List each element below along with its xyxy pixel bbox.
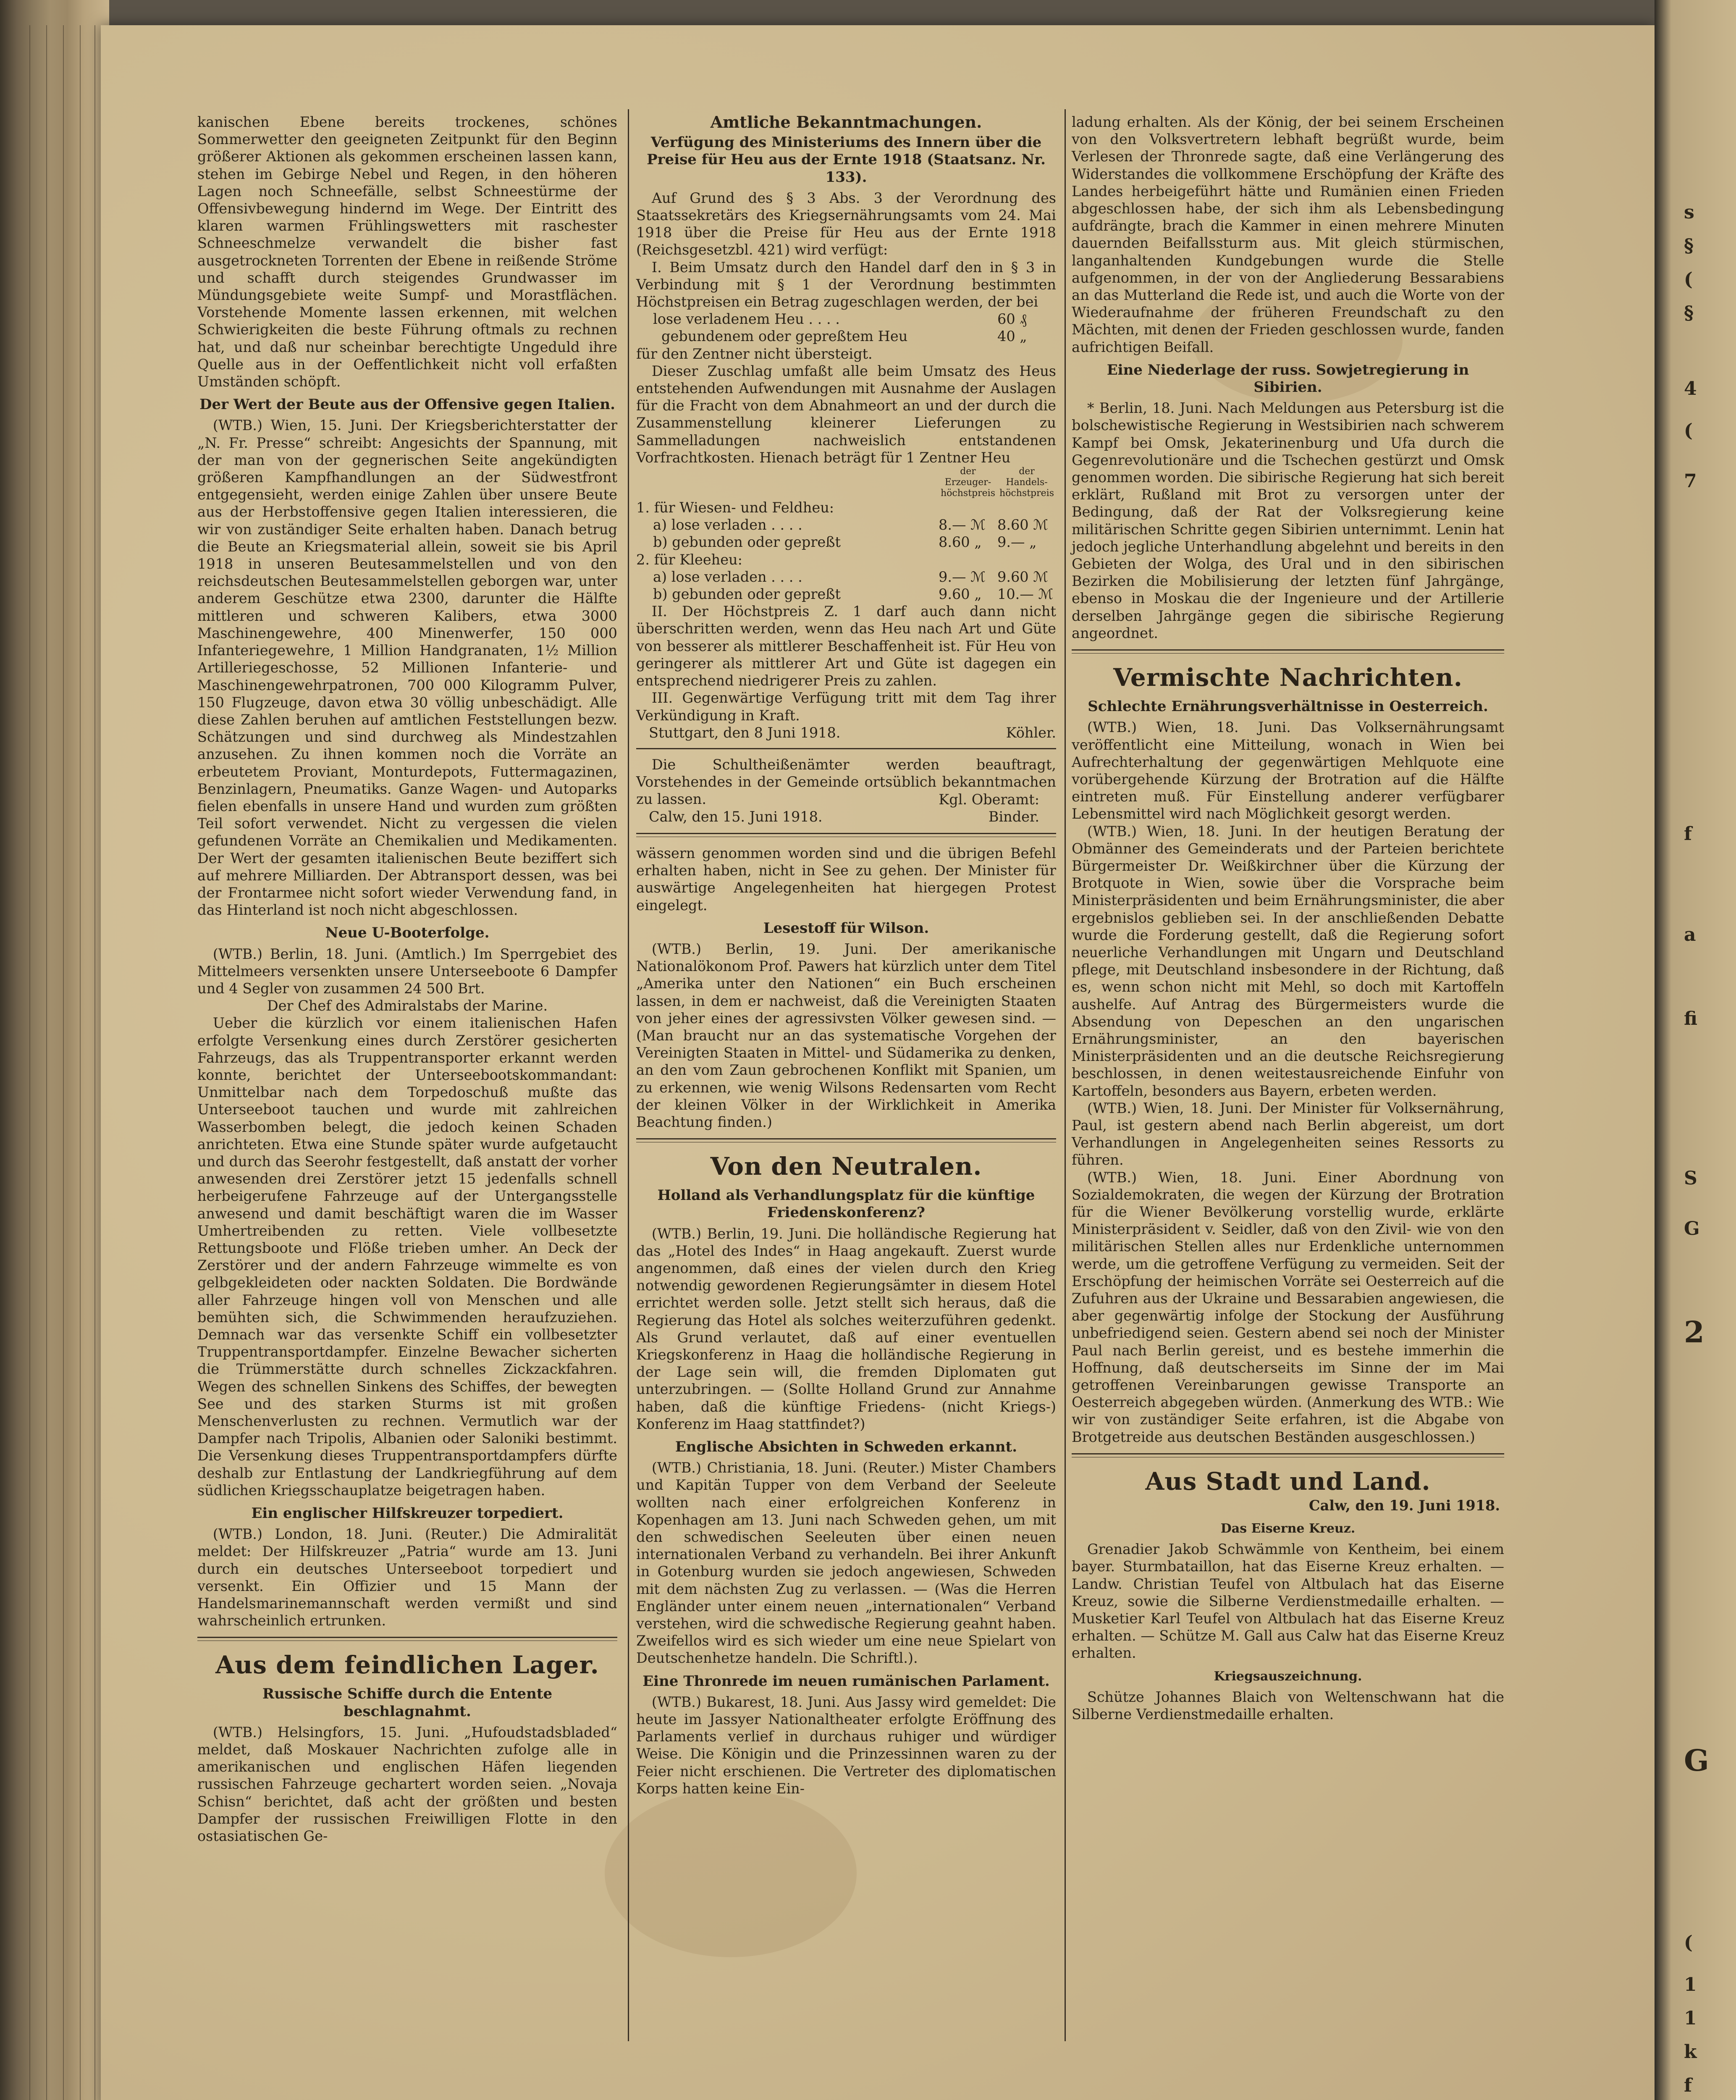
signature-line: Stuttgart, den 8 Juni 1918. Köhler. (649, 724, 1056, 741)
article-text: für den Zentner nicht übersteigt. (636, 345, 873, 362)
section-divider (197, 1637, 617, 1641)
article-text: Grenadier Jakob Schwämmle von Kentheim, bei einem bayer. Sturmbataillon, hat das Eiserne Kreuz erhalten. — Landw. Christian Teufel von Altbulach hat das Eiserne Kreuz, sowie die Silberne Verdienstmedaille erhalten. — Musketier Karl Teufel von Altbulach hat das Eiserne Kreuz erhalten. — Schütze M. Gall aus Calw hat das Eiserne Kreuz erhalten. (1072, 1541, 1504, 1662)
article-text: Dieser Zuschlag umfaßt alle beim Umsatz des Heus entstehenden Aufwendungen mit Ausnahme der Auslagen für die Fracht von dem Abnahmeort an und der durch die Zusammenstellung kleinerer Lieferungen zu Sammelladungen nachweislich entstandenen Vorfrachtkosten. Hienach beträgt für 1 Zentner Heu (636, 362, 1056, 466)
signature-line: Calw, den 15. Juni 1918. Binder. (649, 808, 1039, 825)
article-text: I. Beim Umsatz durch den Handel darf den in § 3 in Verbindung mit § 1 der Verordnung bestimmten Höchstpreisen ein Betrag zugeschlagen werden, der bei (636, 259, 1056, 310)
page-stack-edge (0, 0, 109, 2100)
price-row: b) gebunden oder gepreßt 9.60 „ 10.— ℳ (653, 586, 1054, 603)
price-row: b) gebunden oder gepreßt 8.60 „ 9.— „ (653, 534, 1037, 551)
article-heading: Holland als Verhandlungsplatz für die künftige Friedenskonferenz? (657, 1187, 1035, 1221)
article-heading: Englische Absichten in Schweden erkannt. (675, 1438, 1017, 1456)
section-heading: Aus Stadt und Land. (1145, 1467, 1431, 1496)
article-text: (WTB.) Berlin, 18. Juni. (Amtlich.) Im Sperrgebiet des Mittelmeers versenkten unsere Unterseeboote 6 Dampfer und 4 Segler von zusammen 24 500 Brt. (197, 945, 617, 997)
section-divider (1072, 649, 1504, 654)
dateline: Calw, den 19. Juni 1918. (1309, 1497, 1500, 1514)
divider (636, 748, 1056, 749)
article-text: (WTB.) Berlin, 19. Juni. Die holländische Regierung hat das „Hotel des Indes“ in Haag angekauft. Zuerst wurde angenommen, daß eines der vielen durch den Krieg notwendig gewordenen Regierungsämter in diesem Hotel errichtet werden solle. Jetzt stellt sich heraus, daß die Regierung das Hotel als solches weiterzuführen gedenkt. Als Grund verlautet, daß auf einer eventuellen Kriegskonferenz in Haag die holländische Regierung in der Lage sein will, die fremden Diplomaten gut unterzubringen. — (Sollte Holland Grund zur Annahme haben, daß die künftige Friedens- (nicht Kriegs-) Konferenz im Haag stattfindet?) (636, 1225, 1056, 1432)
article-text: * Berlin, 18. Juni. Nach Meldungen aus Petersburg ist die bolschewistische Regierung in Westsibirien nach schwerem Kampf bei Omsk, Jekaterinenburg und Ufa durch die Gegenrevolutionäre und die Tschechen gestürzt und Omsk genommen worden. Die sibirische Regierung hat sich bereit erklärt, Rußland mit Brot zu versorgen unter der Bedingung, daß der Rat der Volksregierung keine militärischen Schritte gegen Sibirien unternimmt. Lenin hat jedoch jegliche Unterhandlung abgelehnt und bereits in den Gebieten der Wolga, des Ural und in den sibirischen Bezirken die Mobilisierung der letzten fünf Jahrgänge, ebenso in Moskau die der Ingenieure und der Artillerie derselben Jahrgänge gegen die sibirische Regierung angeordnet. (1072, 400, 1504, 641)
column-rule (1065, 109, 1066, 2041)
article-heading: Neue U-Booterfolge. (325, 924, 490, 942)
article-heading: Eine Niederlage der russ. Sowjetregierung in Sibirien. (1107, 361, 1469, 396)
section-heading: Aus dem feindlichen Lager. (215, 1651, 599, 1680)
article-heading: Das Eiserne Kreuz. (1220, 1521, 1356, 1536)
article-text: Schütze Johannes Blaich von Weltenschwann hat die Silberne Verdienstmedaille erhalten. (1072, 1688, 1504, 1723)
article-text: (WTB.) Bukarest, 18. Juni. Aus Jassy wird gemeldet: Die heute im Jassyer Nationaltheater erfolgte Eröffnung des Parlaments verlief in durchaus ruhiger und würdiger Weise. Die Königin und die Prinzessinnen waren zu der Feier nicht erschienen. Die Vertreter des diplomatischen Korps hatten keine Ein- (636, 1693, 1056, 1797)
section-divider (1072, 1453, 1504, 1457)
article-heading: Verfügung des Ministeriums des Innern über die Preise für Heu aus der Ernte 1918 (Staatsanz. Nr. 133). (647, 134, 1046, 186)
section-heading: Amtliche Bekanntmachungen. (710, 113, 982, 131)
column-3 (1072, 113, 1504, 1723)
article-heading: Eine Thronrede im neuen rumänischen Parlament. (642, 1672, 1050, 1690)
article-heading: Schlechte Ernährungsverhältnisse in Oesterreich. (1088, 698, 1488, 715)
adjacent-page-edge: s § ( § 4 ( 7 f a fi S G 2 G ( 1 1 k f (1655, 0, 1736, 2100)
article-text: III. Gegenwärtige Verfügung tritt mit dem Tag ihrer Verkündigung in Kraft. (636, 690, 1056, 724)
price-row: lose verladenem Heu . . . . 60 ₰ (653, 311, 1027, 328)
column-rule (628, 109, 629, 2041)
article-text: (WTB.) Christiania, 18. Juni. (Reuter.) Mister Chambers und Kapitän Tupper von dem Verband der Seeleute wollten nach einer erfolgreichen Konferenz in Kopenhagen am 13. Juni nach Schweden gehen, um mit den schwedischen Seeleuten über einen neuen internationalen Verband zu verhandeln. Bei ihrer Ankunft in Gotenburg wurden sie jedoch angewiesen, Schweden mit dem nächsten Zug zu verlassen. — (Was die Herren Engländer unter einem neuen „internationalen“ Verband verstehen, wird die schwedische Regierung geahnt haben. Zweifellos wird es sich wieder um eine neue Spielart von Deutschenhetze handeln. Die Schriftl.). (636, 1460, 1056, 1667)
section-divider (636, 833, 1056, 837)
price-row: gebundenem oder gepreßtem Heu 40 „ (661, 328, 1027, 345)
article-text: Auf Grund des § 3 Abs. 3 der Verordnung des Staatssekretärs des Kriegsernährungsamts vom 24. Mai 1918 über die Preise für Heu aus der Ernte 1918 (Reichsgesetzbl. 421) wird verfügt: (636, 189, 1056, 258)
article-text: kanischen Ebene bereits trockenes, schönes Sommerwetter den geeigneten Zeitpunkt für den Beginn größerer Aktionen als gekommen erscheinen lassen kann, stehen im Gebirge Nebel und Regen, in den höheren Lagen noch Schneefälle, selbst Schneestürme der Offensivbewegung hindernd im Wege. Der Eintritt des klaren warmen Frühlingswetters mit raschester Schneeschmelze verwandelt die bisher fast ausgetrockneten Torrenten der Ebene in reißende Ströme und schafft durch steigendes Grundwasser im Mündungsgebiete weite Sumpf- und Morastflächen. Vorstehende Momente lassen erkennen, mit welchen Schwierigkeiten die beste Führung oftmals zu rechnen hat, und daß nur scheinbar berechtigte Ungeduld ihre Quelle aus in der Oeffentlichkeit nicht voll erfaßten Umständen schöpft. (197, 114, 617, 390)
article-heading: Russische Schiffe durch die Entente beschlagnahmt. (262, 1685, 553, 1720)
article-text: (WTB.) Wien, 18. Juni. Das Volksernährungsamt veröffentlicht eine Mitteilung, wonach in Wien bei Aufrechterhaltung der gegenwärtigen Mehlquote eine vorübergehende Kürzung der Brotration auf die Hälfte eintreten muß. Für Einstellung anderer verfügbarer Lebensmittel wird nach Möglichkeit gesorgt werden. (1072, 719, 1504, 822)
article-text: (WTB.) Wien, 15. Juni. Der Kriegsberichterstatter der „N. Fr. Presse“ schreibt: Angesichts der Spannung, mit der man von der gegnerischen Seite angekündigten größeren Kampfhandlungen an der Südwestfront entgegensieht, werden einige Zahlen über unsere Beute aus der Herbstoffensive gegen Italien interessieren, die wir von zuständiger Seite erhalten haben. Danach betrug die Beute an Kriegsmaterial allein, soweit sie bis April 1918 in unseren Beutesammelstellen und von den reichsdeutschen Beutesammelstellen geborgen war, unter anderem Geschütze etwa 2300, darunter die Hälfte mittleren und schweren Kalibers, etwa 3000 Maschinengewehre, 400 Minenwerfer, 150 000 Infanteriegewehre, 1 Million Handgranaten, 1½ Million Artilleriegeschosse, 52 Millionen Infanterie- und Maschinengewehrpatronen, 700 000 Kilogramm Pulver, 150 Flugzeuge, davon etwa 30 völlig unbeschädigt. Alle diese Zahlen beruhen auf amtlichen Feststellungen bezw. Schätzungen und sind durchweg als Mindestzahlen anzusehen. Zu ihnen kommen noch die Vorräte an erbeutetem Proviant, Monturdepots, Futtermagazinen, Benzinlagern, Pneumatiks. Ganze Wagen- und Autoparks fielen ebenfalls in unsere Hand und wurden zum größten Teil sofort verwendet. Nicht zu vergessen die vielen gefundenen Vorräte an Chemikalien und Medikamenten. Der Wert der gesamten italienischen Beute beziffert sich auf mehrere Milliarden. Der Abtransport dessen, was bei der Frontarmee nicht sofort wieder Verwendung fand, in das Hinterland ist noch nicht abgeschlossen. (197, 417, 617, 919)
article-heading: Ein englischer Hilfskreuzer torpediert. (251, 1505, 564, 1522)
article-text: Die Schultheißenämter werden beauftragt, Vorstehendes in der Gemeinde ortsüblich bekanntmachen zu lassen. (636, 756, 1056, 808)
article-text: (WTB.) Berlin, 19. Juni. Der amerikanische Nationalökonom Prof. Pawers hat kürzlich unter dem Titel „Amerika unter den Nationen“ ein Buch erscheinen lassen, in dem er nachweist, daß die Vereinigten Staaten von jeher eines der agressivsten Völker gewesen sind. — (Man braucht nur an das systematische Vorgehen der Vereinigten Staaten in Mittel- und Südamerika zu denken, an den vom Zaun gebrochenen Konflikt mit Spanien, um zu erkennen, wie wenig Wilsons Redensarten vom Recht der kleinen Völker in der Wirklichkeit in Amerika Beachtung finden.) (636, 940, 1056, 1130)
column-1 (197, 113, 617, 1845)
section-divider (636, 1138, 1056, 1142)
section-heading: Vermischte Nachrichten. (1113, 663, 1463, 692)
article-signature: Der Chef des Admiralstabs der Marine. (267, 998, 548, 1014)
article-text: (WTB.) Wien, 18. Juni. In der heutigen Beratung der Obmänner des Gemeinderats und der Parteien berichtete Bürgermeister Dr. Weißkirchner über die Kürzung der Brotquote in Wien, sowie über die Vorsprache beim Ministerpräsidenten und beim Ernährungsminister, die aber ergebnislos geblieben sei. In der anschließenden Debatte wurde die Forderung gestellt, daß die Regierung sofort neuerliche Verhandlungen mit Ungarn und Deutschland pflege, mit Deutschland insbesondere in der Richtung, daß es, wenn schon nicht mit Mehl, so doch mit Kartoffeln aushelfe. Auf Antrag des Bürgermeisters wurde die Absendung von Depeschen an den ungarischen Ernährungsminister, an den bayerischen Ministerpräsidenten und an die deutsche Reichsregierung beschlossen, in denen weitestausreichende Einfuhr von Kartoffeln, besonders aus Bayern, erbeten werden. (1072, 823, 1504, 1099)
price-row: a) lose verladen . . . . 8.— ℳ 8.60 ℳ (653, 517, 1049, 533)
article-text: ladung erhalten. Als der König, der bei seinem Erscheinen von den Volksvertretern lebhaft begrüßt wurde, beim Verlesen der Thronrede sagte, daß eine Verlängerung des Widerstandes die vollkommene Erschöpfung der Kräfte des Landes herbeigeführt hätte und Rumänien einen Frieden abgeschlossen habe, der sich ihm als Lebensbedingung aufdrängte, brach die Kammer in einen mehrere Minuten dauernden Beifallssturm aus. Mit gleich stürmischen, langanhaltenden Kundgebungen wurde die Stelle aufgenommen, in der von der Angliederung Bessarabiens an das Mutterland die Rede ist, und auch die Worte von der Wiederaufnahme der früheren Freundschaft zu den Mächten, mit denen der Frieden geschlossen wurde, fanden aufrichtigen Beifall. (1072, 114, 1504, 355)
article-text: Ueber die kürzlich vor einem italienischen Hafen erfolgte Versenkung eines durch Zerstörer gesicherten Fahrzeugs, das als Truppentransporter erkannt werden konnte, berichtet der Unterseebootskommandant: Unmittelbar nach dem Torpedoschuß mußte das Unterseeboot tauchen und wurde mit zahlreichen Wasserbomben belegt, die jedoch keinen Schaden anrichteten. Etwa eine Stunde später wurde aufgetaucht und durch das Seerohr festgestellt, daß anstatt der vorher anwesenden drei Zerstörer jetzt 15 jedenfalls schnell herbeigerufene Fahrzeuge auf der Untergangsstelle anwesend und damit beschäftigt waren die im Wasser Umhertreibenden zu retten. Viele vollbesetzte Rettungsboote und Flöße trieben umher. An Deck der Zerstörer und der andern Fahrzeuge wimmelte es von gelbgekleideten oder nackten Soldaten. Die Bordwände aller Fahrzeuge hingen voll von Menschen und alle bemühten sich, die Schwimmenden heraufzuziehen. Demnach war das versenkte Schiff ein vollbesetzter Truppentransportdampfer. Einzelne Bewacher sicherten die Trümmerstätte durch schnelles Zickzackfahren. Wegen des schnellen Sinkens des Schiffes, der bewegten See und des starken Sturms ist mit großen Menschenverlusten zu rechnen. Vermutlich war der Dampfer nach Tripolis, Albanien oder Saloniki bestimmt. Die Versenkung dieses Truppentransportdampfers dürfte deshalb zur Entlastung der Landkriegführung auf dem südlichen Kriegsschauplatze beigetragen haben. (197, 1015, 617, 1499)
price-row: 2. für Kleeheu: (636, 551, 742, 568)
price-row: a) lose verladen . . . . 9.— ℳ 9.60 ℳ (653, 568, 1049, 585)
article-heading: Kriegsauszeichnung. (1214, 1669, 1362, 1684)
section-heading: Von den Neutralen. (710, 1152, 982, 1181)
price-row: 1. für Wiesen- und Feldheu: (636, 499, 834, 516)
article-text: II. Der Höchstpreis Z. 1 darf auch dann nicht überschritten werden, wenn das Heu nach Art und Güte von besserer als mittlerer Beschaffenheit ist. Für Heu von geringerer als mittlerer Art und Güte ist dagegen ein entsprechend niedrigerer Preis zu zahlen. (636, 603, 1056, 689)
price-table-header: der Erzeuger-höchstpreis der Handels-höchstpreis (941, 466, 1054, 499)
article-heading: Der Wert der Beute aus der Offensive gegen Italien. (199, 396, 615, 413)
signature-office: Kgl. Oberamt: (939, 791, 1039, 808)
article-text: (WTB.) London, 18. Juni. (Reuter.) Die Admiralität meldet: Der Hilfskreuzer „Patria“ wurde am 13. Juni durch ein deutsches Unterseeboot torpediert und versenkt. Ein Offizier und 15 Mann der Handelsmarinemannschaft werden vermißt und sind wahrscheinlich ertrunken. (197, 1526, 617, 1629)
article-text: wässern genommen worden sind und die übrigen Befehl erhalten haben, nicht in See zu gehen. Der Minister für auswärtige Angelegenheiten hat hiergegen Protest eingelegt. (636, 845, 1056, 914)
article-text: (WTB.) Wien, 18. Juni. Der Minister für Volksernährung, Paul, ist gestern abend nach Berlin abgereist, um dort Verhandlungen in Angelegenheiten seines Ressorts zu führen. (1072, 1100, 1504, 1168)
article-text: (WTB.) Helsingfors, 15. Juni. „Hufoudstadsbladed“ meldet, daß Moskauer Nachrichten zufolge alle in amerikanischen und englischen Häfen liegenden russischen Fahrzeuge gechartert worden seien. „Novaja Schisn“ berichtet, daß acht der größten und besten Dampfer der russischen Freiwilligen Flotte in den ostasiatischen Ge- (197, 1724, 617, 1845)
article-heading: Lesestoff für Wilson. (763, 919, 929, 937)
article-text: (WTB.) Wien, 18. Juni. Einer Abordnung von Sozialdemokraten, die wegen der Kürzung der Brotration für die Wiener Bevölkerung vorstellig wurde, erklärte Ministerpräsident v. Seidler, daß von den Zivil- wie von den militärischen Stellen alles nur Erdenkliche unternommen werde, um die getroffene Verfügung zu vermeiden. Seit der Erschöpfung der heimischen Vorräte sei Oesterreich auf die Zufuhren aus der Ukraine und Bessarabien angewiesen, die aber gegenwärtig infolge der Stockung der Ausführung unbefriedigend seien. Gestern abend sei noch der Minister Paul nach Berlin gereist, und es bestehe immerhin die Hoffnung, daß deutscherseits im Sinne der im Mai getroffenen Vereinbarungen gewisse Transporte an Oesterreich abgegeben würden. (Anmerkung des WTB.: Wie wir von zuständiger Seite erfahren, ist die Abgabe von Brotgetreide aus deutschen Beständen ausgeschlossen.) (1072, 1169, 1504, 1445)
column-2 (636, 113, 1056, 1797)
